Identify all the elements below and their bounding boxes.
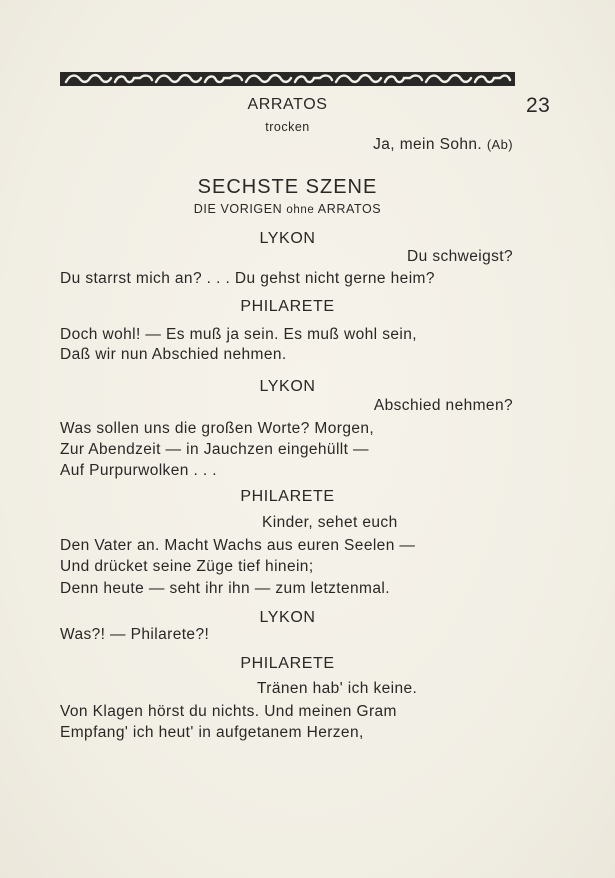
scene-subtitle-part: DIE VORIGEN — [193, 202, 283, 216]
verse-line: Doch wohl! — Es muß ja sein. Es muß wohl sein, — [60, 326, 417, 343]
verse-line: Auf Purpurwolken . . . — [60, 462, 217, 479]
speaker-lykon: LYKON — [259, 609, 316, 626]
speaker-lykon: LYKON — [259, 378, 316, 395]
speaker-philarete: PHILARETE — [240, 488, 335, 505]
scene-subtitle — [0, 202, 575, 216]
verse-line: Und drücket seine Züge tief hinein; — [60, 558, 314, 575]
speaker-philarete: PHILARETE — [240, 298, 335, 315]
scene-title: SECHSTE SZENE — [197, 176, 378, 198]
verse-line: Was sollen uns die großen Worte? Morgen, — [60, 420, 375, 437]
verse-line: Daß wir nun Abschied nehmen. — [60, 346, 287, 363]
speaker-lykon: LYKON — [259, 230, 316, 247]
verse-line: Kinder, sehet euch — [262, 514, 398, 531]
verse-line: Empfang' ich heut' in aufgetanem Herzen, — [60, 724, 364, 741]
verse-line: Was?! — Philarete?! — [60, 626, 210, 643]
verse-line: Abschied nehmen? — [373, 397, 513, 414]
verse-line: Du schweigst? — [407, 248, 513, 265]
stage-direction: trocken — [265, 120, 310, 134]
scene-subtitle-part: ARRATOS — [317, 202, 382, 216]
verse-text: Ja, mein Sohn. — [373, 136, 483, 153]
verse-line — [373, 136, 513, 154]
ornament-border-icon — [60, 70, 515, 88]
verse-line: Zur Abendzeit — in Jauchzen eingehüllt — — [60, 441, 369, 458]
speaker-philarete: PHILARETE — [240, 655, 335, 672]
verse-line: Du starrst mich an? . . . Du gehst nicht gerne heim? — [60, 270, 435, 287]
verse-line: Denn heute — seht ihr ihn — zum letztenmal. — [60, 580, 390, 597]
page-number: 23 — [526, 94, 551, 117]
speaker-arratos: ARRATOS — [247, 96, 328, 113]
verse-line: Von Klagen hörst du nichts. Und meinen Gram — [60, 703, 397, 720]
verse-line: Tränen hab' ich keine. — [257, 680, 418, 697]
stage-direction-exit: (Ab) — [486, 137, 513, 152]
scene-subtitle-part: ohne — [286, 204, 315, 216]
verse-line: Den Vater an. Macht Wachs aus euren Seelen — — [60, 537, 416, 554]
